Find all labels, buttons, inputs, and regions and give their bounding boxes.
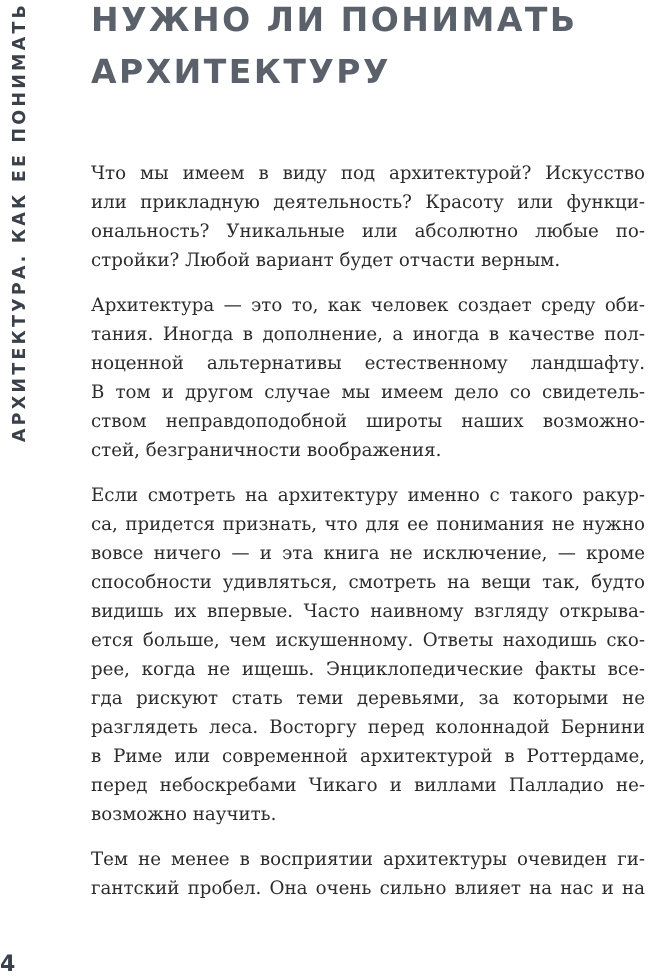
text-line: тания. Иногда в дополнение, а иногда в качестве пол- (91, 324, 645, 345)
running-header-text: АРХИТЕКТУРА. КАК ЕЕ ПОНИМАТЬ (10, 1, 30, 443)
text-line: возможно научить. (91, 804, 277, 825)
paragraph (91, 291, 645, 465)
text-line: видишь их впервые. Часто наивному взгляду открыва- (91, 601, 645, 622)
text-line: стей, безграничности воображения. (91, 440, 442, 461)
text-line: Если смотреть на архитектуру именно с такого ракур- (91, 485, 645, 506)
text-line: В том и другом случае мы имеем дело со свидетель- (91, 382, 645, 403)
text-line: ством неправдоподобной широты наших возможно- (91, 411, 645, 432)
text-line: вовсе ничего — и эта книга не исключение, — кроме (91, 543, 645, 564)
chapter-title-line: АРХИТЕКТУРУ (91, 52, 391, 91)
text-line: ется больше, чем искушенному. Ответы находишь ско- (91, 630, 645, 651)
body-text (91, 159, 645, 919)
running-header (0, 0, 32, 443)
text-line: перед небоскребами Чикаго и виллами Палладио не- (91, 775, 645, 796)
text-line: или прикладную деятельность? Красоту или функци- (91, 192, 645, 213)
paragraph (91, 159, 645, 275)
text-line: Что мы имеем в виду под архитектурой? Искусство (91, 163, 645, 184)
text-line: в Риме или современной архитектурой в Роттердаме, (91, 746, 645, 767)
text-line: Тем не менее в восприятии архитектуры очевиден ги- (91, 849, 645, 870)
text-line: способности удивляться, смотреть на вещи так, будто (91, 572, 645, 593)
text-line: разглядеть леса. Восторгу перед колоннадой Бернини (91, 717, 645, 738)
paragraph (91, 481, 645, 829)
text-line: ноценной альтернативы естественному ландшафту. (91, 353, 645, 374)
chapter-title-line: НУЖНО ЛИ ПОНИМАТЬ (91, 0, 578, 39)
text-line: Архитектура — это то, как человек создает среду оби- (91, 295, 645, 316)
paragraph (91, 845, 645, 903)
chapter-title (91, 0, 578, 98)
text-line: са, придется признать, что для ее понимания не нужно (91, 514, 645, 535)
text-line: гантский пробел. Она очень сильно влияет на нас и на (91, 878, 645, 899)
text-line: стройки? Любой вариант будет отчасти верным. (91, 250, 561, 271)
text-line: рее, когда не ищешь. Энциклопедические факты все- (91, 659, 645, 680)
page-number: 4 (0, 952, 16, 977)
text-line: гда рискуют стать теми деревьями, за которыми не (91, 688, 645, 709)
text-line: ональность? Уникальные или абсолютно любые по- (91, 221, 645, 242)
